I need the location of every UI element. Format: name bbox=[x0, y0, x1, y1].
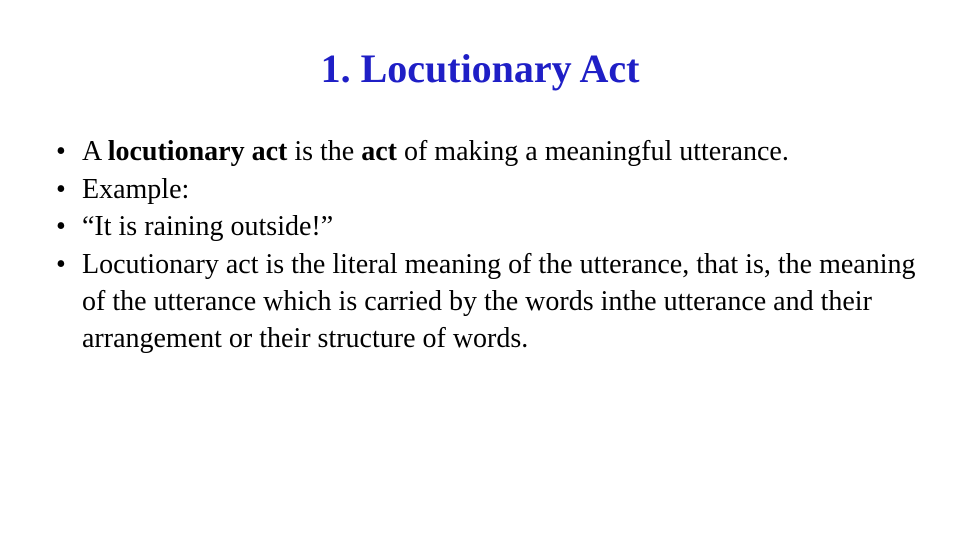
bullet-item-example-quote bbox=[56, 208, 926, 245]
bullet-item-definition bbox=[56, 133, 926, 170]
bullet-icon: • bbox=[56, 136, 66, 167]
bullet-item-example-label bbox=[56, 171, 926, 208]
bullet-icon: • bbox=[56, 173, 66, 205]
bullet-text: A bbox=[82, 136, 108, 167]
bullet-item-explanation bbox=[56, 246, 926, 357]
slide-title: 1. Locutionary Act bbox=[320, 46, 640, 91]
bullet-text: “It is raining outside!” bbox=[82, 211, 334, 242]
bullet-text: Locutionary act is the literal meaning of the utterance, that is, the meaning of the utterance which is carried by the words inthe utterance and their arrangement or their structure of words. bbox=[82, 248, 916, 354]
bullet-text: Example: bbox=[82, 173, 190, 205]
bold-term-act: act bbox=[361, 136, 397, 167]
bullet-list bbox=[56, 133, 926, 357]
bullet-text: of making a meaningful utterance. bbox=[396, 136, 789, 167]
bullet-icon: • bbox=[56, 248, 66, 280]
bullet-text: is the bbox=[287, 136, 362, 167]
bullet-icon: • bbox=[56, 211, 66, 242]
bold-term-locutionary-act: locutionary act bbox=[107, 136, 288, 167]
